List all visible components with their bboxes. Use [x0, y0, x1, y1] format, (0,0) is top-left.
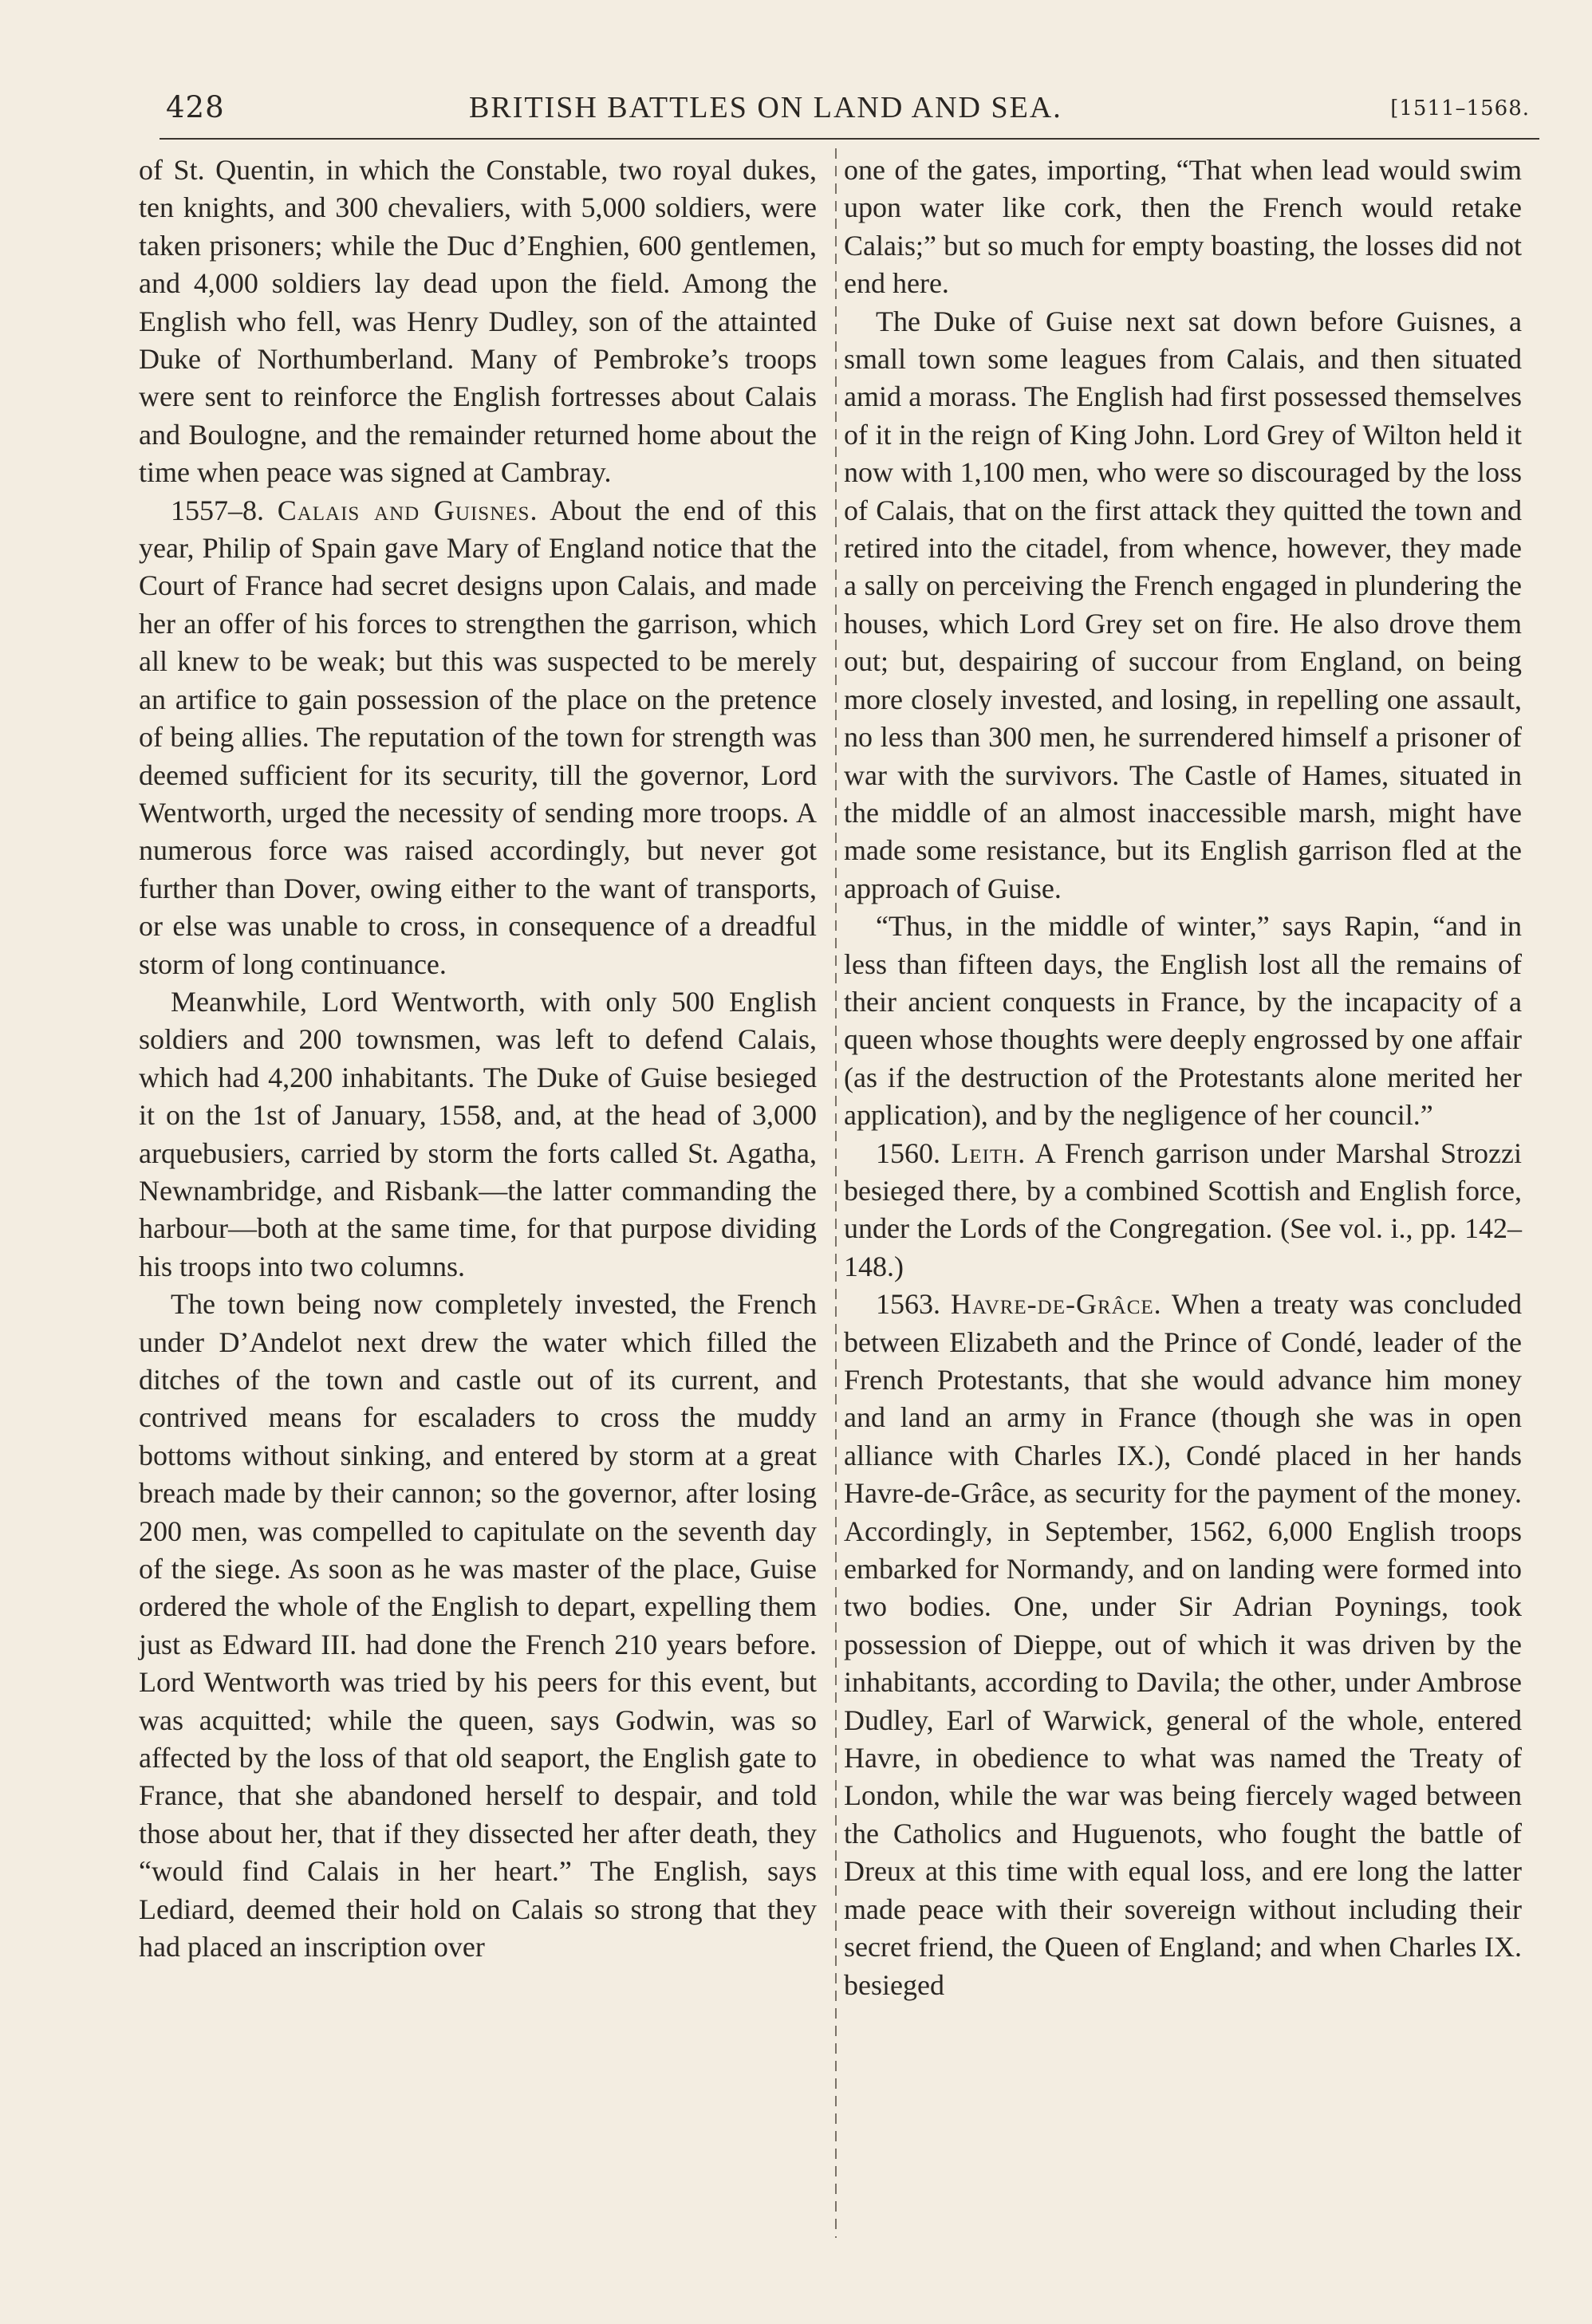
- section-paragraph-leith: [844, 1135, 1522, 1286]
- paragraph-text: A French garrison under Marshal Strozzi besieged there, by a combined Scottish and English force, under the Lords of the Congregation. (See vol. i., pp. 142–148.): [844, 1136, 1523, 1282]
- left-column: [139, 152, 817, 1967]
- running-title: BRITISH BATTLES ON LAND AND SEA.: [469, 91, 1062, 124]
- paragraph: Meanwhile, Lord Wentworth, with only 500 English soldiers and 200 townsmen, was left to defend Calais, which had 4,200 inhabitants. The Duke of Guise besieged it on the 1st of January, 1558, and, at the head of 3,000 arquebusiers, carried by storm the forts called St. Agatha, Newnambridge, and Risbank—the latter commanding the harbour—both at the same time, for that purpose dividing his troops into two columns.: [139, 985, 817, 1282]
- section-heading: Calais and Guisnes.: [277, 494, 538, 526]
- section-year: 1563.: [876, 1288, 940, 1321]
- quote-paragraph: “Thus, in the middle of winter,” says Rapin, “and in less than fifteen days, the English lost all the remains of their ancient conquests in France, by the incapacity of a queen whose thoughts were deeply engrossed by one affair (as if the destruction of the Protestants alone merited her application), and by the negligence of her council.”: [844, 910, 1522, 1132]
- paragraph-text: About the end of this year, Philip of Spain gave Mary of England notice that the Court of France had secret designs upon Calais, and made her an offer of his forces to strengthen the garrison, which all knew to be weak; but this was suspected to be merely an artifice to gain possession of the place on the pretence of being allies. The reputation of the town for strength was deemed sufficient for its security, till the governor, Lord Wentworth, urged the necessity of sending more troops. A numerous force was raised accordingly, but never got further than Dover, owing either to the want of transports, or else was unable to cross, in consequence of a dreadful storm of long continuance.: [139, 494, 818, 980]
- paragraph-text: When a treaty was concluded between Elizabeth and the Prince of Condé, leader of the French Protestants, that she would advance him money and land an army in France (though she was in open alliance with Charles IX.), Condé placed in her hands Havre-de-Grâce, as security for the payment of the money. Accordingly, in September, 1562, 6,000 English troops embarked for Normandy, and on landing were formed into two bodies. One, under Sir Adrian Poynings, took possession of Dieppe, out of which it was driven by the inhabitants, according to Davila; the other, under Ambrose Dudley, Earl of Warwick, general of the whole, entered Havre, in obedience to what was named the Treaty of London, while the war was being fiercely waged between the Catholics and Huguenots, who fought the battle of Dreux at this time with equal loss, and ere long the latter made peace with their sovereign without including their secret friend, the Queen of England; and when Charles IX. besieged: [844, 1288, 1522, 2001]
- header-rule: [160, 138, 1539, 140]
- paragraph: of St. Quentin, in which the Constable, two royal dukes, ten knights, and 300 chevaliers, with 5,000 soldiers, were taken prisoners; while the Duc d’Enghien, 600 gentlemen, and 4,000 soldiers lay dead upon the field. Among the English who fell, was Henry Dudley, son of the attainted Duke of Northumberland. Many of Pembroke’s troops were sent to reinforce the English fortresses about Calais and Boulogne, and the remainder returned home about the time when peace was signed at Cambray.: [139, 154, 817, 489]
- page-number: 428: [166, 90, 225, 124]
- column-divider: [835, 148, 837, 2238]
- page-header: [166, 84, 1538, 132]
- section-year: 1557–8.: [171, 494, 264, 526]
- paragraph: one of the gates, importing, “That when lead would swim upon water like cork, then the French would retake Calais;” but so much for empty boasting, the losses did not end here.: [844, 154, 1522, 300]
- right-column: [844, 152, 1522, 2004]
- section-paragraph-havre: [844, 1286, 1522, 2004]
- section-heading: Leith.: [951, 1136, 1027, 1169]
- date-range: [1511–1568.: [1390, 97, 1530, 120]
- paragraph: The town being now completely invested, the French under D’Andelot next drew the water which filled the ditches of the town and castle out of its current, and contrived means for escaladers to cross the muddy bottoms without sinking, and entered by storm at a great breach made by their cannon; so the governor, after losing 200 men, was compelled to capitulate on the seventh day of the siege. As soon as he was master of the place, Guise ordered the whole of the English to depart, expelling them just as Edward III. had done the French 210 years before. Lord Wentworth was tried by his peers for this event, but was acquitted; while the queen, says Godwin, was so affected by the loss of that old seaport, the English gate to France, that she abandoned herself to despair, and told those about her, that if they dissected her after death, they “would find Calais in her heart.” The English, says Lediard, deemed their hold on Calais so strong that they had placed an inscription over: [139, 1288, 817, 1964]
- section-year: 1560.: [876, 1136, 940, 1169]
- section-paragraph-calais: [139, 492, 817, 983]
- paragraph: The Duke of Guise next sat down before Guisnes, a small town some leagues from Calais, and then situated amid a morass. The English had first possessed themselves of it in the reign of King John. Lord Grey of Wilton held it now with 1,100 men, who were so discouraged by the loss of Calais, that on the first attack they quitted the town and retired into the citadel, from whence, however, they made a sally on perceiving the French engaged in plundering the houses, which Lord Grey set on fire. He also drove them out; but, despairing of succour from England, on being more closely invested, and losing, in repelling one assault, no less than 300 men, he surrendered himself a prisoner of war with the survivors. The Castle of Hames, situated in the middle of an almost inaccessible marsh, might have made some resistance, but its English garrison fled at the approach of Guise.: [844, 305, 1522, 904]
- section-heading: Havre-de-Grâce.: [950, 1288, 1162, 1321]
